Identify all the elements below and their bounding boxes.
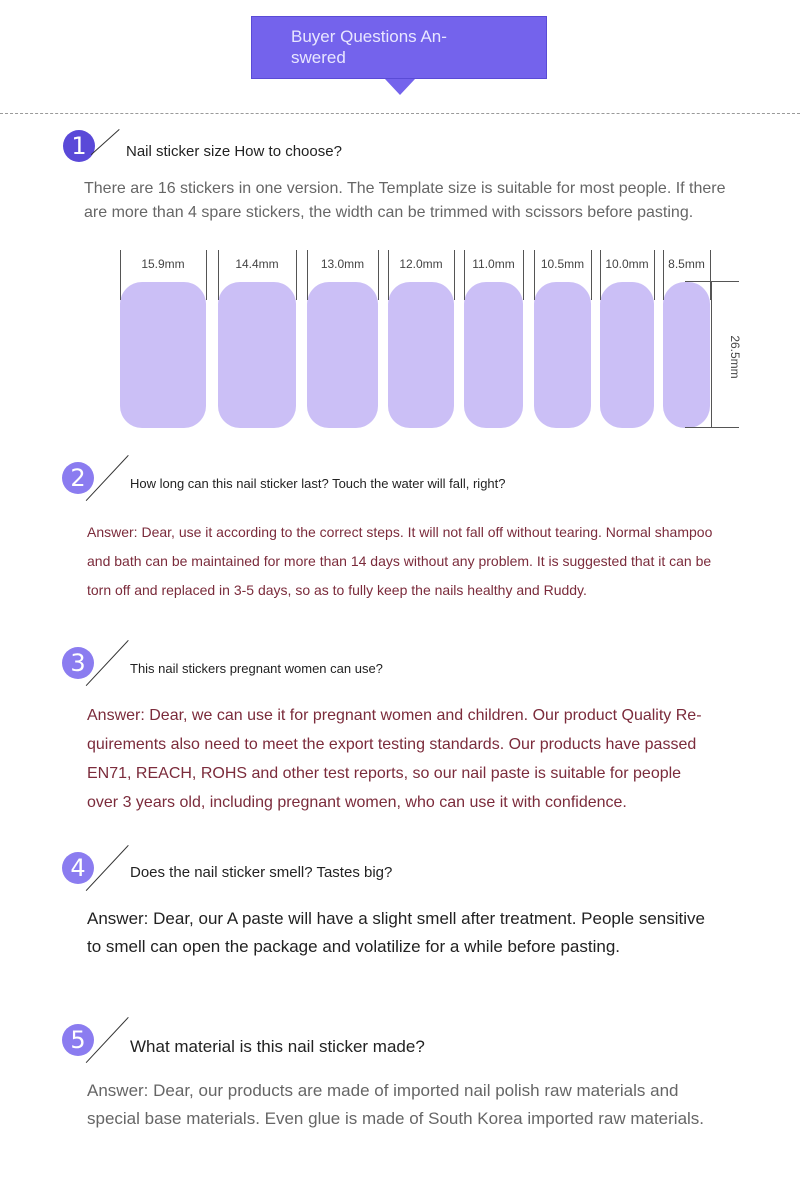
width-tick: [296, 250, 297, 300]
number-badge-5: 5: [62, 1024, 94, 1056]
banner-pointer: [385, 79, 415, 95]
width-label-6: 10.5mm: [540, 257, 585, 271]
nail-sticker-8-5: [663, 282, 710, 428]
width-label-5: 11.0mm: [472, 257, 515, 271]
answer-1-line-1: There are 16 stickers in one version. The Template size is suitable for most people. If there: [84, 180, 726, 197]
answer-3-line-1: Answer: Dear, we can use it for pregnant women and children. Our product Quality Re-: [87, 707, 702, 724]
number-badge-1: 1: [63, 130, 95, 162]
answer-3-line-3: EN71, REACH, ROHS and other test reports, so our nail paste is suitable for people: [87, 765, 682, 782]
page-title-line-1: Buyer Questions An-: [291, 27, 447, 46]
number-badge-4: 4: [62, 852, 94, 884]
width-tick: [654, 250, 655, 300]
answer-2: [87, 518, 787, 605]
answer-4-line-2: to smell can open the package and volatilize for a while before pasting.: [87, 937, 620, 956]
answer-4: [87, 905, 787, 961]
nail-sticker-12-0: [388, 282, 454, 428]
width-label-8: 8.5mm: [668, 257, 705, 271]
answer-5-line-1: Answer: Dear, our products are made of imported nail polish raw materials and: [87, 1081, 679, 1100]
height-tick-bottom: [685, 427, 739, 428]
page-title: [291, 26, 471, 68]
width-label-7: 10.0mm: [605, 257, 649, 271]
width-tick: [523, 250, 524, 300]
dashed-divider: [0, 113, 800, 114]
answer-3-line-2: quirements also need to meet the export testing standards. Our products have passed: [87, 736, 697, 753]
answer-2-line-1: Answer: Dear, use it according to the correct steps. It will not fall off without tearing. Normal shampoo: [87, 524, 713, 540]
question-3: This nail stickers pregnant women can use?: [130, 661, 383, 676]
nail-sticker-10-0: [600, 282, 654, 428]
answer-2-line-2: and bath can be maintained for more than 14 days without any problem. It is suggested that it can be: [87, 553, 712, 569]
question-2: How long can this nail sticker last? Touch the water will fall, right?: [130, 476, 506, 491]
width-tick: [206, 250, 207, 300]
answer-1: [84, 177, 784, 225]
height-dimension-line: [711, 281, 712, 428]
nail-sticker-13-0: [307, 282, 378, 428]
width-tick: [591, 250, 592, 300]
nail-sticker-11-0: [464, 282, 523, 428]
slash-divider: [91, 129, 120, 155]
question-4: Does the nail sticker smell? Tastes big?: [130, 864, 393, 881]
height-label: 26.5mm: [728, 335, 742, 379]
nail-sticker-14-4: [218, 282, 296, 428]
width-label-4: 12.0mm: [399, 257, 443, 271]
width-tick: [454, 250, 455, 300]
answer-4-line-1: Answer: Dear, our A paste will have a slight smell after treatment. People sensitive: [87, 909, 705, 928]
width-label-2: 14.4mm: [235, 257, 279, 271]
answer-3: [87, 701, 787, 817]
nail-sticker-10-5: [534, 282, 591, 428]
nail-sticker-15-9: [120, 282, 206, 428]
page-title-line-2: swered: [291, 48, 346, 67]
number-badge-3: 3: [62, 647, 94, 679]
width-label-1: 15.9mm: [141, 257, 185, 271]
answer-2-line-3: torn off and replaced in 3-5 days, so as to fully keep the nails healthy and Ruddy.: [87, 582, 587, 598]
answer-1-line-2: are more than 4 spare stickers, the width can be trimmed with scissors before pasting.: [84, 204, 694, 221]
question-5: What material is this nail sticker made?: [130, 1037, 425, 1056]
answer-3-line-4: over 3 years old, including pregnant women, who can use it with confidence.: [87, 794, 627, 811]
answer-5-line-2: special base materials. Even glue is made of South Korea imported raw materials.: [87, 1109, 705, 1128]
nail-size-diagram: [0, 240, 800, 440]
height-tick-top: [685, 281, 739, 282]
answer-5: [87, 1077, 787, 1133]
number-badge-2: 2: [62, 462, 94, 494]
width-tick: [378, 250, 379, 300]
question-1: Nail sticker size How to choose?: [126, 143, 342, 160]
width-label-3: 13.0mm: [320, 257, 365, 271]
